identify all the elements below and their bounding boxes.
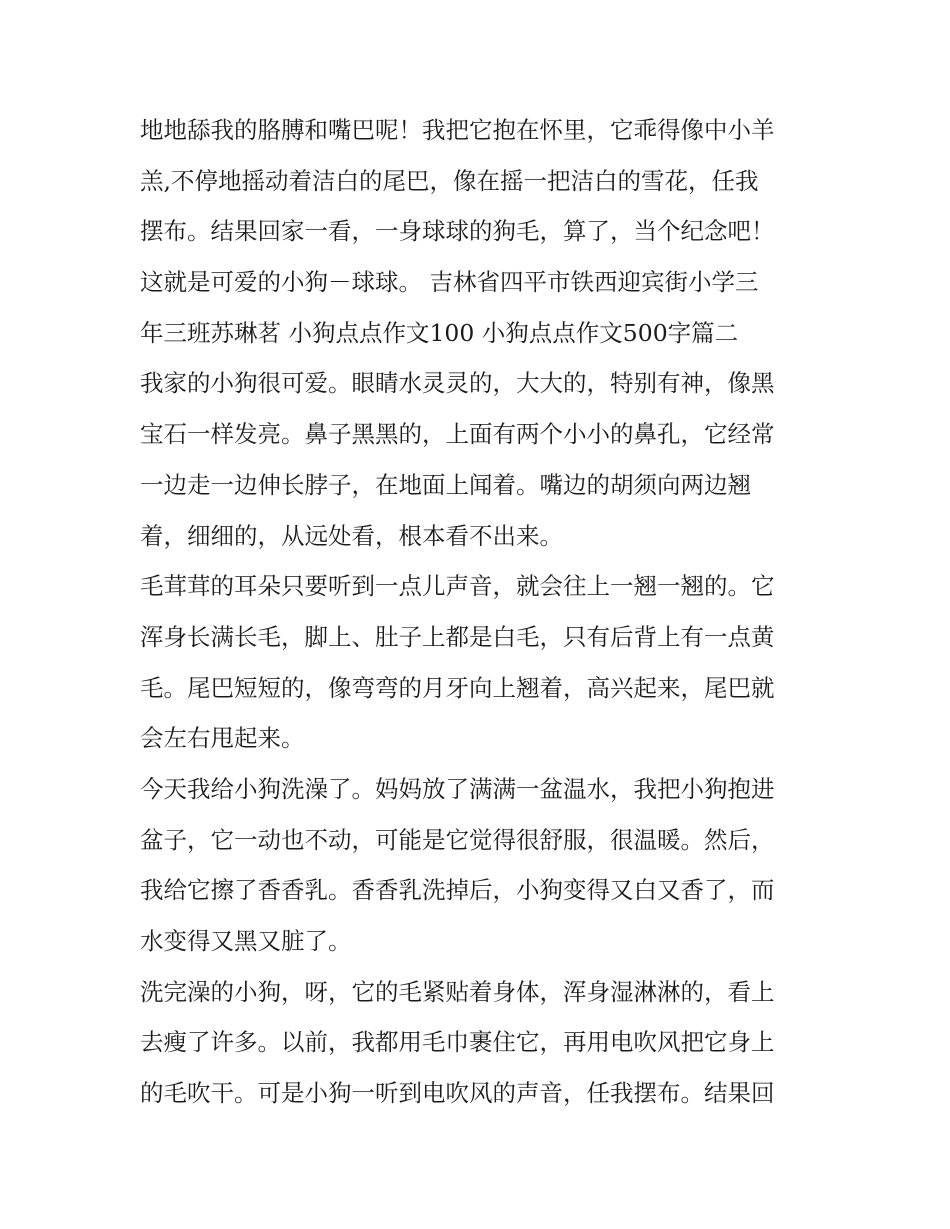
text-line-19: 去瘦了许多。以前，我都用毛巾裹住它，再用电吹风把它身上 xyxy=(140,1028,775,1057)
text-line-16: 我给它擦了香香乳。香香乳洗掉后，小狗变得又白又香了，而 xyxy=(140,876,775,905)
text-line-11: 浑身长满长毛，脚上、肚子上都是白毛，只有后背上有一点黄 xyxy=(140,622,775,651)
text-line-8: 一边走一边伸长脖子，在地面上闻着。嘴边的胡须向两边翘 xyxy=(140,470,751,499)
text-line-2: 羔,不停地摇动着洁白的尾巴，像在摇一把洁白的雪花，任我 xyxy=(140,166,759,195)
text-line-5: 年三班苏琳茗 小狗点点作文100 小狗点点作文500字篇二 xyxy=(140,318,739,347)
text-line-14: 今天我给小狗洗澡了。妈妈放了满满一盆温水，我把小狗抱进 xyxy=(140,774,775,803)
text-line-10: 毛茸茸的耳朵只要听到一点儿声音，就会往上一翘一翘的。它 xyxy=(140,572,775,601)
text-line-6: 我家的小狗很可爱。眼睛水灵灵的，大大的，特别有神，像黑 xyxy=(140,369,775,398)
text-line-17: 水变得又黑又脏了。 xyxy=(140,927,352,955)
text-line-15: 盆子，它一动也不动，可能是它觉得很舒服，很温暖。然后， xyxy=(140,825,775,854)
text-line-12: 毛。尾巴短短的，像弯弯的月牙向上翘着，高兴起来，尾巴就 xyxy=(140,673,775,702)
text-line-3: 摆布。结果回家一看，一身球球的狗毛，算了，当个纪念吧！ xyxy=(140,217,775,246)
document-body xyxy=(140,105,820,1119)
text-line-18: 洗完澡的小狗，呀，它的毛紧贴着身体，浑身湿淋淋的，看上 xyxy=(140,977,775,1006)
text-line-20: 的毛吹干。可是小狗一听到电吹风的声音，任我摆布。结果回 xyxy=(140,1079,775,1108)
text-line-7: 宝石一样发亮。鼻子黑黑的，上面有两个小小的鼻孔，它经常 xyxy=(140,420,775,449)
text-line-1: 地地舔我的胳膊和嘴巴呢！我把它抱在怀里，它乖得像中小羊 xyxy=(140,116,775,144)
text-line-4: 这就是可爱的小狗－球球。 吉林省四平市铁西迎宾街小学三 xyxy=(140,268,759,297)
text-line-13: 会左右甩起来。 xyxy=(140,724,305,753)
text-line-9: 着，细细的，从远处看，根本看不出来。 xyxy=(140,521,563,550)
